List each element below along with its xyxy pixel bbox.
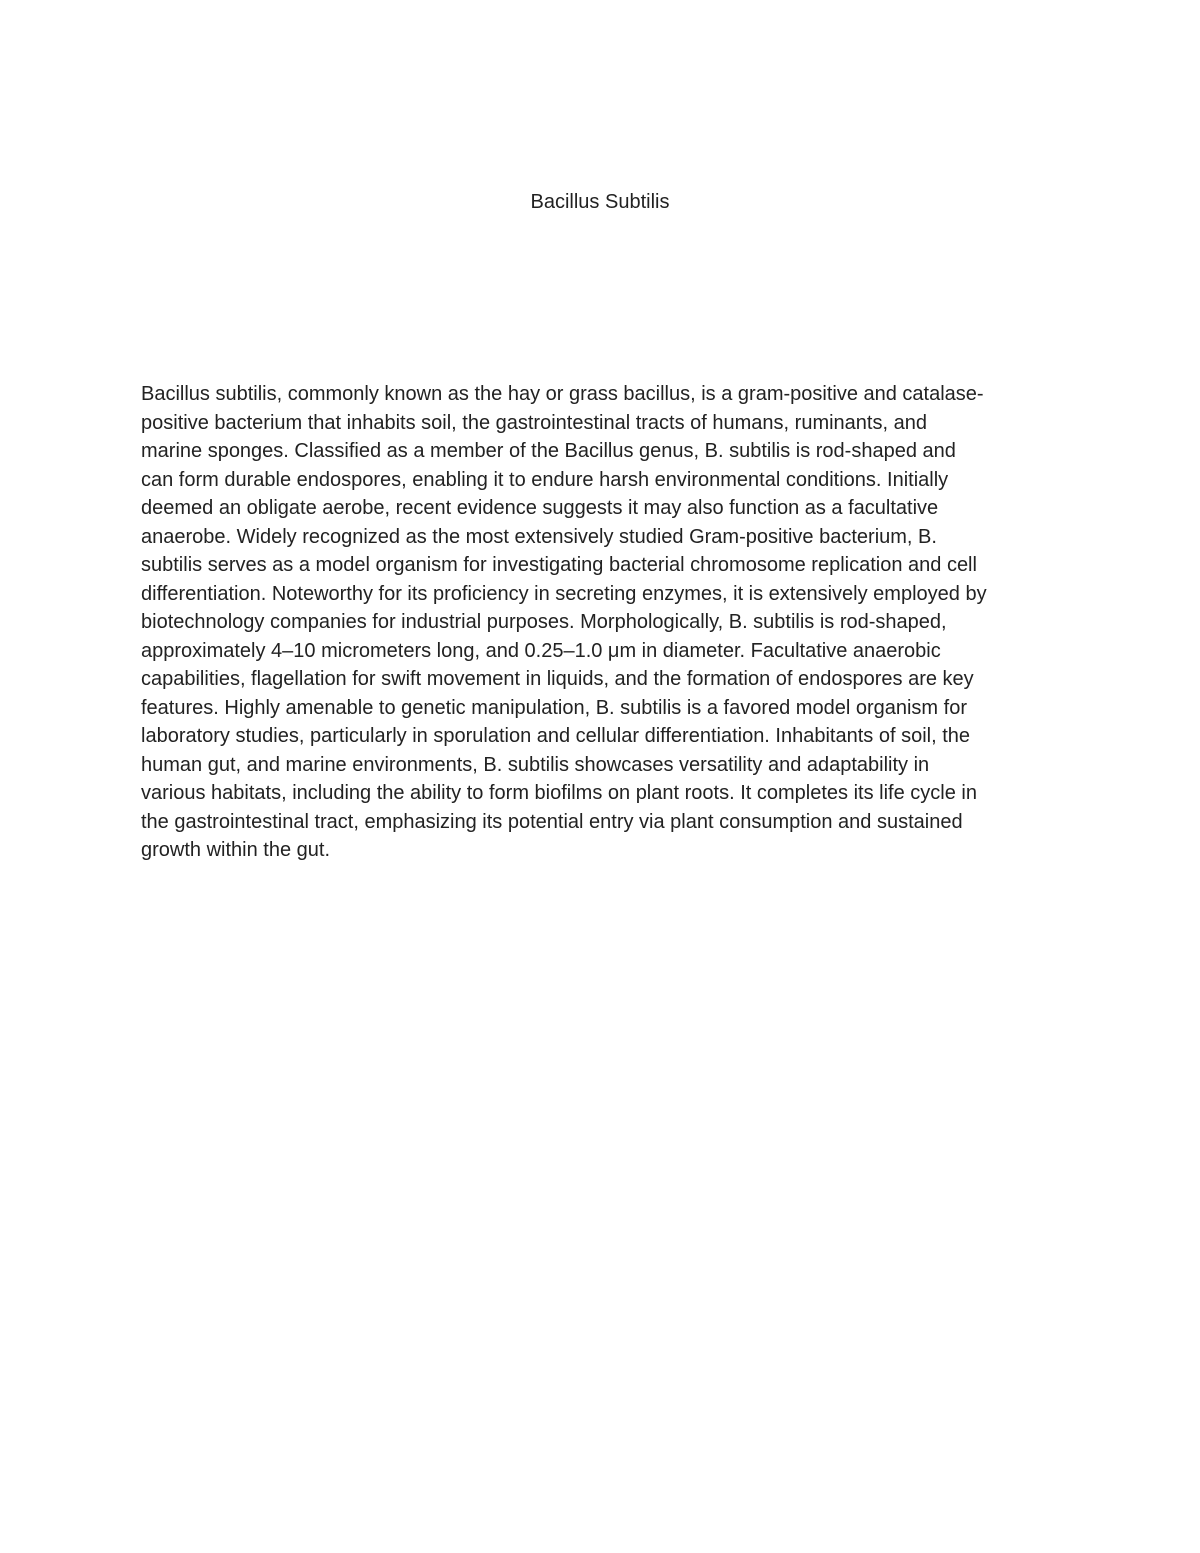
paragraph-line: subtilis serves as a model organism for investigating bacterial chromosome replication and cell (141, 554, 977, 576)
paragraph-line: the gastrointestinal tract, emphasizing its potential entry via plant consumption and sustained (141, 810, 963, 833)
paragraph-line: human gut, and marine environments, B. subtilis showcases versatility and adaptability in (141, 753, 930, 776)
paragraph-line: marine sponges. Classified as a member of the Bacillus genus, B. subtilis is rod-shaped and (141, 440, 956, 462)
paragraph-line: growth within the gut. (141, 839, 330, 861)
paragraph-line: biotechnology companies for industrial purposes. Morphologically, B. subtilis is rod-shaped, (141, 611, 947, 633)
paragraph-line: Bacillus subtilis, commonly known as the hay or grass bacillus, is a gram-positive and catalase- (141, 383, 984, 405)
paragraph-line: anaerobe. Widely recognized as the most extensively studied Gram-positive bacterium, B. (141, 525, 937, 548)
paragraph-line: features. Highly amenable to genetic manipulation, B. subtilis is a favored model organism for (141, 696, 967, 719)
paragraph-line: deemed an obligate aerobe, recent evidence suggests it may also function as a facultative (141, 497, 939, 519)
paragraph-line: various habitats, including the ability to form biofilms on plant roots. It completes its life cycle in (141, 782, 977, 804)
paragraph-line: can form durable endospores, enabling it to endure harsh environmental conditions. Initially (141, 468, 949, 491)
paragraph-line: positive bacterium that inhabits soil, the gastrointestinal tracts of humans, ruminants, and (141, 411, 927, 434)
paragraph-line: laboratory studies, particularly in sporulation and cellular differentiation. Inhabitants of soil, the (141, 725, 970, 747)
paragraph-line: differentiation. Noteworthy for its proficiency in secreting enzymes, it is extensively employed by (141, 582, 987, 605)
document-body-paragraph (141, 380, 1061, 865)
paragraph-line: approximately 4–10 micrometers long, and 0.25–1.0 μm in diameter. Facultative anaerobic (141, 639, 941, 662)
paragraph-line: capabilities, flagellation for swift movement in liquids, and the formation of endospores are key (141, 668, 974, 690)
document-title: Bacillus Subtilis (530, 191, 670, 213)
